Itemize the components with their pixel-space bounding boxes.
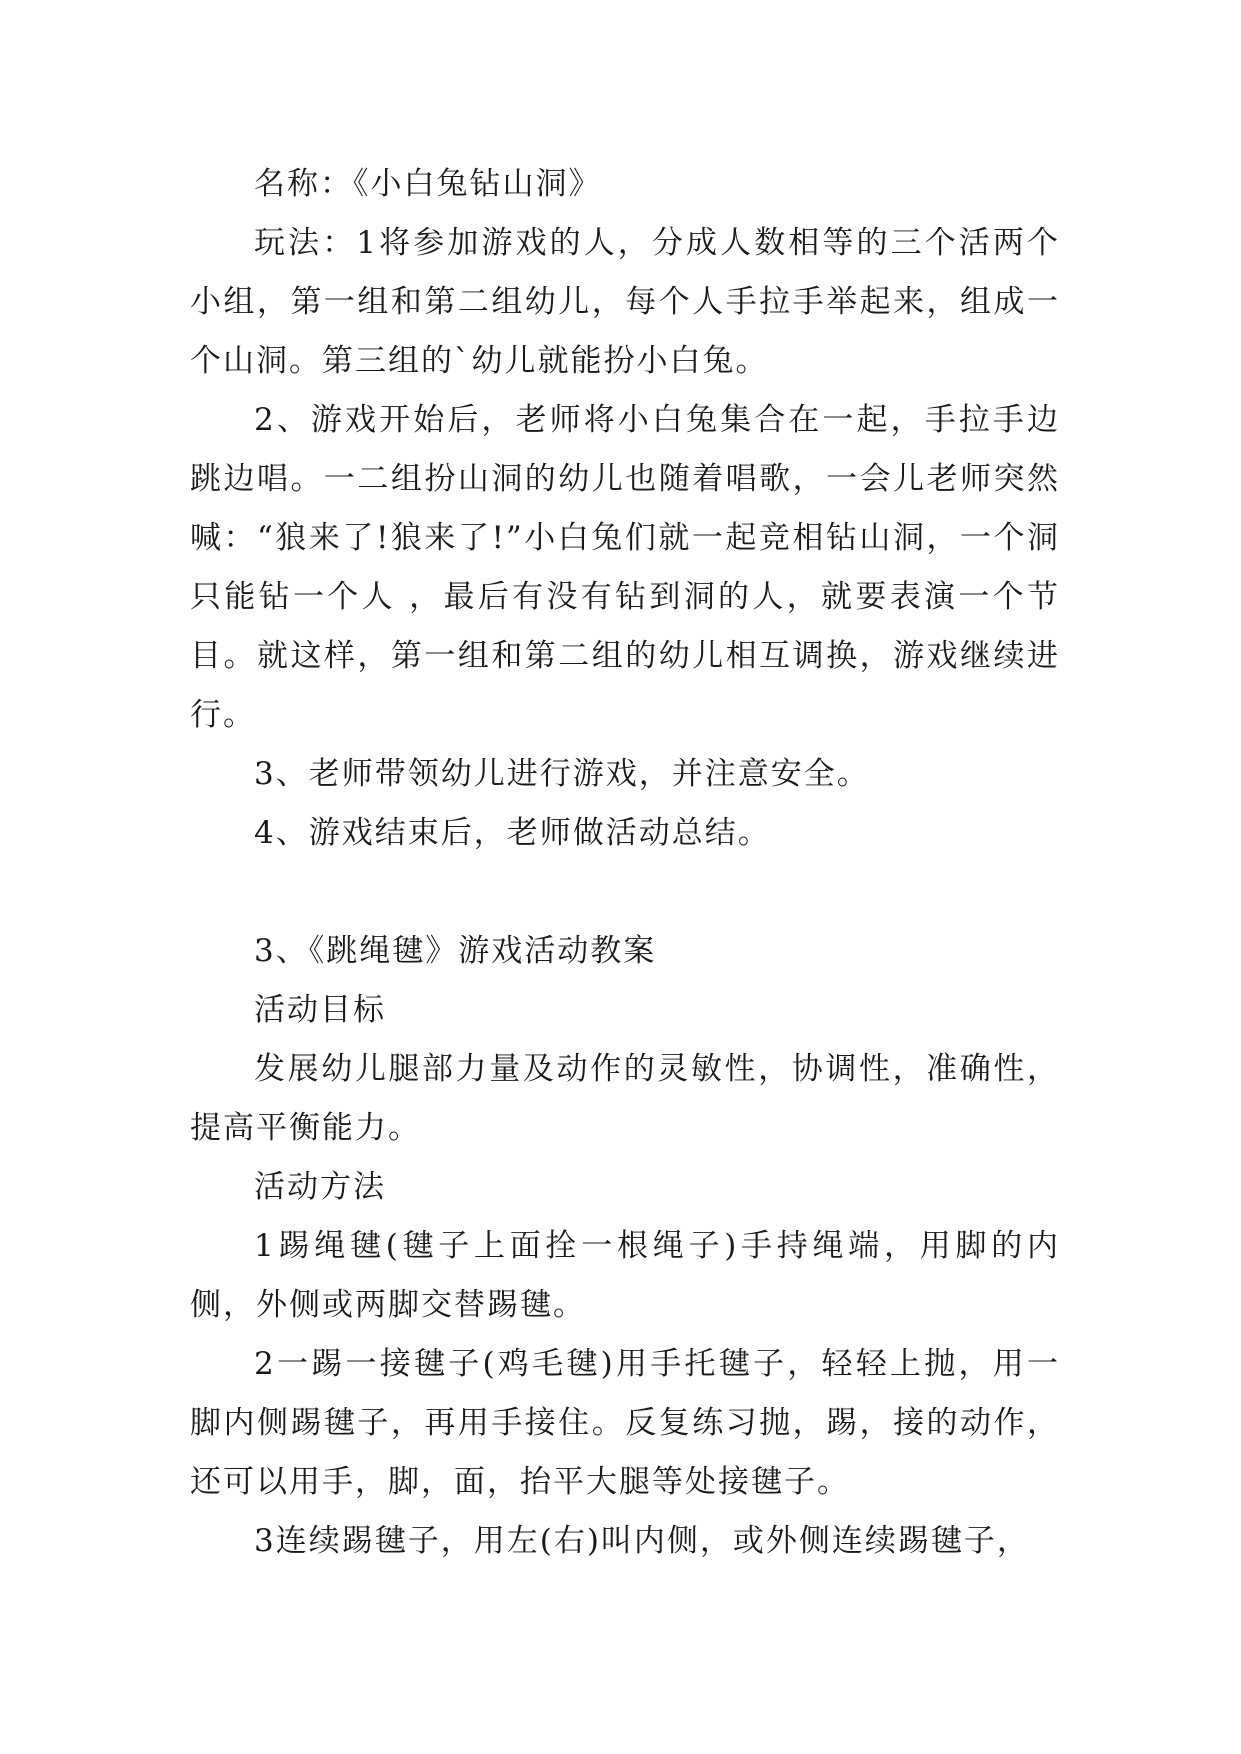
paragraph-method-1: 1踢绳毽(毽子上面拴一根绳子)手持绳端，用脚的内侧，外侧或两脚交替踢毽。 (190, 1228, 1060, 1323)
paragraph-method-2: 2一踢一接毽子(鸡毛毽)用手托毽子，轻轻上抛，用一脚内侧踢毽子，再用手接住。反复练习抛，踢，接的动作，还可以用手，脚，面，抬平大腿等处接毽子。 (190, 1346, 1060, 1500)
paragraph-game-name: 名称：《小白兔钻山洞》 (254, 166, 602, 202)
subheading-method: 活动方法 (254, 1169, 386, 1205)
paragraph-method-3: 3连续踢毽子，用左(右)叫内侧，或外侧连续踢毽子， (254, 1523, 1030, 1559)
document-body (190, 155, 1060, 1571)
subheading-goal: 活动目标 (254, 992, 386, 1028)
section-heading: 3、《跳绳毽》游戏活动教案 (254, 933, 657, 969)
paragraph-step-4: 4、游戏结束后，老师做活动总结。 (254, 815, 771, 851)
paragraph-game-rules: 玩法：1将参加游戏的人，分成人数相等的三个活两个小组，第一组和第二组幼儿，每个人手拉手举起来，组成一个山洞。第三组的`幼儿就能扮小白兔。 (190, 225, 1060, 379)
paragraph-goal: 发展幼儿腿部力量及动作的灵敏性，协调性，准确性，提高平衡能力。 (190, 1051, 1060, 1146)
paragraph-step-2: 2、游戏开始后，老师将小白兔集合在一起，手拉手边跳边唱。一二组扮山洞的幼儿也随着唱歌，一会儿老师突然喊：“狼来了!狼来了!”小白兔们就一起竞相钻山洞，一个洞只能钻一个人 ，最后有没有钻到洞的人，就要表演一个节目。就这样，第一组和第二组的幼儿相互调换，游戏继续进行。 (190, 402, 1060, 733)
paragraph-step-3: 3、老师带领幼儿进行游戏，并注意安全。 (254, 756, 870, 792)
